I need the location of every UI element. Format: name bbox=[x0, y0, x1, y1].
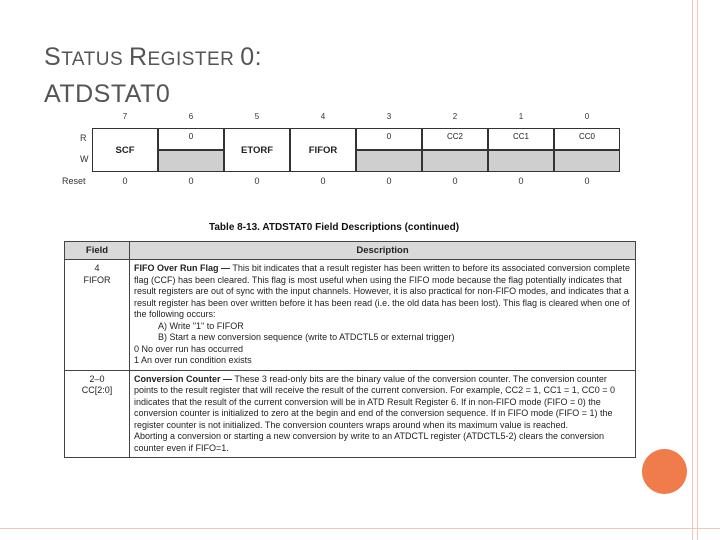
field-cc0-read bbox=[554, 128, 620, 150]
accent-circle bbox=[642, 449, 687, 494]
field-cc2-write bbox=[422, 150, 488, 172]
field-number: 2–0 bbox=[89, 373, 105, 384]
field-cell bbox=[65, 370, 130, 458]
title-number: 0: bbox=[240, 43, 263, 71]
reset-value: 0 bbox=[518, 176, 524, 186]
bit-number: 1 bbox=[518, 112, 524, 121]
field-bit6-write bbox=[158, 150, 224, 172]
slide-title bbox=[44, 40, 262, 111]
frame-line-vertical-2 bbox=[697, 0, 698, 540]
description-cell bbox=[130, 370, 636, 458]
title-line-2: ATDSTAT0 bbox=[44, 80, 171, 108]
field-cc1-write bbox=[488, 150, 554, 172]
table-row bbox=[65, 260, 636, 371]
reset-value: 0 bbox=[320, 176, 326, 186]
table-row bbox=[65, 370, 636, 458]
description-subitem: A) Write "1" to FIFOR bbox=[158, 320, 244, 331]
read-value: 0 bbox=[386, 132, 392, 141]
register-diagram bbox=[62, 112, 622, 190]
row-label-reset: Reset bbox=[62, 176, 86, 186]
description-option: 0 No over run has occurred bbox=[134, 343, 244, 354]
reset-value: 0 bbox=[386, 176, 392, 186]
title-smallcaps: TATUS bbox=[61, 49, 129, 70]
read-value: 0 bbox=[188, 132, 194, 141]
table-header-row bbox=[65, 242, 636, 260]
bit-number: 4 bbox=[320, 112, 326, 121]
description-text-2: Aborting a conversion or starting a new conversion by write to an ATDCTL register (ATDCTL5-2) clears the conversion counter even if FIFO=1. bbox=[134, 431, 605, 453]
field-name: FIFOR bbox=[83, 274, 111, 285]
field-number: 4 bbox=[94, 263, 100, 273]
title-cap: R bbox=[128, 43, 148, 71]
field-label: CC2 bbox=[446, 132, 463, 141]
field-cell bbox=[65, 260, 130, 371]
field-label: CC0 bbox=[578, 132, 595, 141]
reset-value: 0 bbox=[452, 176, 458, 186]
field-cc1-read bbox=[488, 128, 554, 150]
bit-numbers bbox=[62, 112, 622, 126]
description-title: FIFO Over Run Flag — bbox=[134, 263, 231, 273]
reset-value: 0 bbox=[254, 176, 260, 186]
description-subitem: B) Start a new conversion sequence (write to ATDCTL5 or external trigger) bbox=[158, 332, 455, 342]
field-bit3-read bbox=[356, 128, 422, 150]
field-fifor: FIFOR bbox=[290, 128, 356, 172]
title-cap: S bbox=[44, 43, 62, 71]
frame-line-vertical bbox=[692, 0, 693, 540]
field-name: CC[2:0] bbox=[81, 385, 113, 395]
header-field: Field bbox=[65, 242, 130, 260]
field-bit3-write bbox=[356, 150, 422, 172]
reset-value: 0 bbox=[122, 176, 128, 186]
header-description: Description bbox=[130, 242, 636, 260]
field-description-table bbox=[64, 241, 636, 458]
description-title: Conversion Counter — bbox=[134, 373, 233, 384]
title-smallcaps: EGISTER bbox=[147, 49, 241, 70]
bit-number: 7 bbox=[122, 112, 128, 121]
reset-value: 0 bbox=[584, 176, 590, 186]
description-cell bbox=[130, 260, 636, 371]
bit-number: 0 bbox=[584, 112, 590, 121]
field-cc2-read bbox=[422, 128, 488, 150]
field-label: CC1 bbox=[512, 132, 529, 141]
reset-value: 0 bbox=[188, 176, 194, 186]
field-bit6-read bbox=[158, 128, 224, 150]
field-scf: SCF bbox=[92, 128, 158, 172]
table-caption: Table 8-13. ATDSTAT0 Field Descriptions (continued) bbox=[209, 222, 460, 233]
description-text: This bit indicates that a result register has been written to before its associated conversion complete flag (CCF) has been cleared. This flag is most useful when using the FIFO mode because the flag potentially indicates that result registers are out of sync with the input channels. However, it is also practical for non-FIFO modes, and indicates that a result register has been over written before it has been read (i.e. the old data has been lost). This flag is cleared when one of the following occurs: bbox=[134, 263, 631, 319]
bit-number: 2 bbox=[452, 112, 458, 121]
bit-number: 6 bbox=[188, 112, 194, 121]
description-option: 1 An over run condition exists bbox=[134, 355, 252, 365]
bit-number: 5 bbox=[254, 112, 260, 121]
bit-number: 3 bbox=[386, 112, 392, 121]
frame-line-horizontal bbox=[0, 528, 720, 529]
description-text: These 3 read-only bits are the binary value of the conversion counter. The conversion counter points to the result register that will receive the result of the current conversion. For example, CC2 = 1, CC1 = 1, CC0 = 0 indicates that the result of the current conversion will be in ATD Result Register 6. If in non-FIFO mode (FIFO = 0) the conversion counter is initialized to zero at the begin and end of the conversion sequence. If in FIFO mode (FIFO = 1) the register counter is not initialized. The conversion counters wraps around when its maximum value is reached. bbox=[134, 373, 615, 430]
field-etorf: ETORF bbox=[224, 128, 290, 172]
title-line-1 bbox=[44, 40, 262, 77]
field-cc0-write bbox=[554, 150, 620, 172]
row-label-r: R bbox=[80, 133, 87, 143]
row-label-w: W bbox=[80, 154, 89, 164]
